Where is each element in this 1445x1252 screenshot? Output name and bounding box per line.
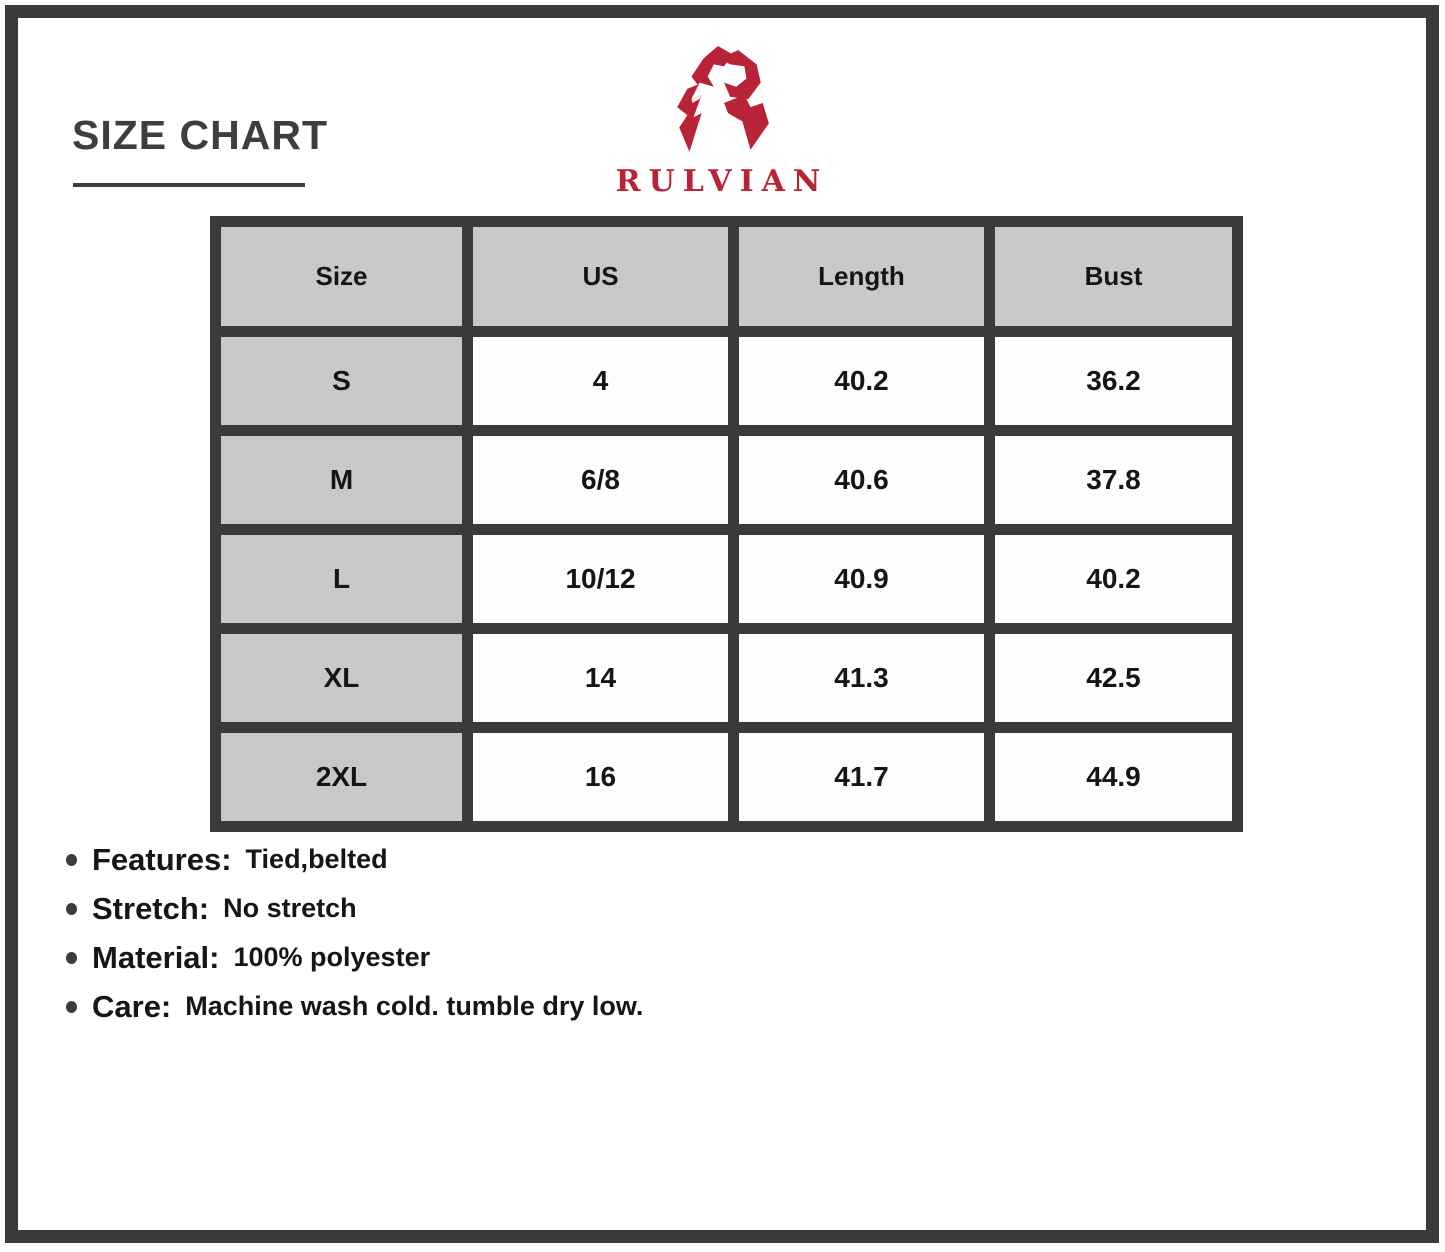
bullet-icon xyxy=(66,903,77,915)
table-row xyxy=(216,431,1238,530)
measurement-cell: 41.3 xyxy=(734,629,990,728)
brand-wordmark: RULVIAN xyxy=(615,164,829,199)
size-label-cell: M xyxy=(216,431,468,530)
measurement-cell: 16 xyxy=(468,728,734,827)
detail-item xyxy=(66,891,643,926)
measurement-cell: 14 xyxy=(468,629,734,728)
table-body xyxy=(216,332,1238,827)
detail-label: Care: xyxy=(92,988,172,1024)
table-header-row xyxy=(216,222,1238,332)
brand-logo xyxy=(572,46,872,199)
table-row xyxy=(216,332,1238,431)
size-label-cell: S xyxy=(216,332,468,431)
table-header-cell: Size xyxy=(216,222,468,332)
measurement-cell: 40.2 xyxy=(734,332,990,431)
measurement-cell: 4 xyxy=(468,332,734,431)
measurement-cell: 10/12 xyxy=(468,530,734,629)
detail-label: Stretch: xyxy=(92,890,210,926)
measurement-cell: 6/8 xyxy=(468,431,734,530)
table-header-cell: US xyxy=(468,222,734,332)
bullet-icon xyxy=(66,952,77,964)
size-chart-table xyxy=(210,216,1243,832)
table-row xyxy=(216,728,1238,827)
detail-value: No stretch xyxy=(223,893,357,923)
measurement-cell: 36.2 xyxy=(990,332,1238,431)
measurement-cell: 44.9 xyxy=(990,728,1238,827)
table-header-cell: Length xyxy=(734,222,990,332)
bullet-icon xyxy=(66,854,77,866)
detail-label: Features: xyxy=(92,841,232,877)
table-header-cell: Bust xyxy=(990,222,1238,332)
brand-r-monogram-icon xyxy=(672,46,772,158)
table-row xyxy=(216,629,1238,728)
bullet-icon xyxy=(66,1001,77,1013)
measurement-cell: 37.8 xyxy=(990,431,1238,530)
detail-value: Machine wash cold. tumble dry low. xyxy=(185,991,644,1021)
title-underline xyxy=(73,183,305,187)
size-label-cell: 2XL xyxy=(216,728,468,827)
measurement-cell: 40.9 xyxy=(734,530,990,629)
product-details-list xyxy=(66,842,643,1038)
measurement-cell: 40.6 xyxy=(734,431,990,530)
detail-value: 100% polyester xyxy=(233,942,431,972)
page-title: SIZE CHART xyxy=(72,112,328,158)
measurement-cell: 41.7 xyxy=(734,728,990,827)
detail-item xyxy=(66,989,643,1024)
detail-value: Tied,belted xyxy=(245,844,388,874)
size-label-cell: L xyxy=(216,530,468,629)
detail-item xyxy=(66,940,643,975)
measurement-cell: 42.5 xyxy=(990,629,1238,728)
table-row xyxy=(216,530,1238,629)
detail-item xyxy=(66,842,643,877)
measurement-cell: 40.2 xyxy=(990,530,1238,629)
size-label-cell: XL xyxy=(216,629,468,728)
detail-label: Material: xyxy=(92,939,220,975)
